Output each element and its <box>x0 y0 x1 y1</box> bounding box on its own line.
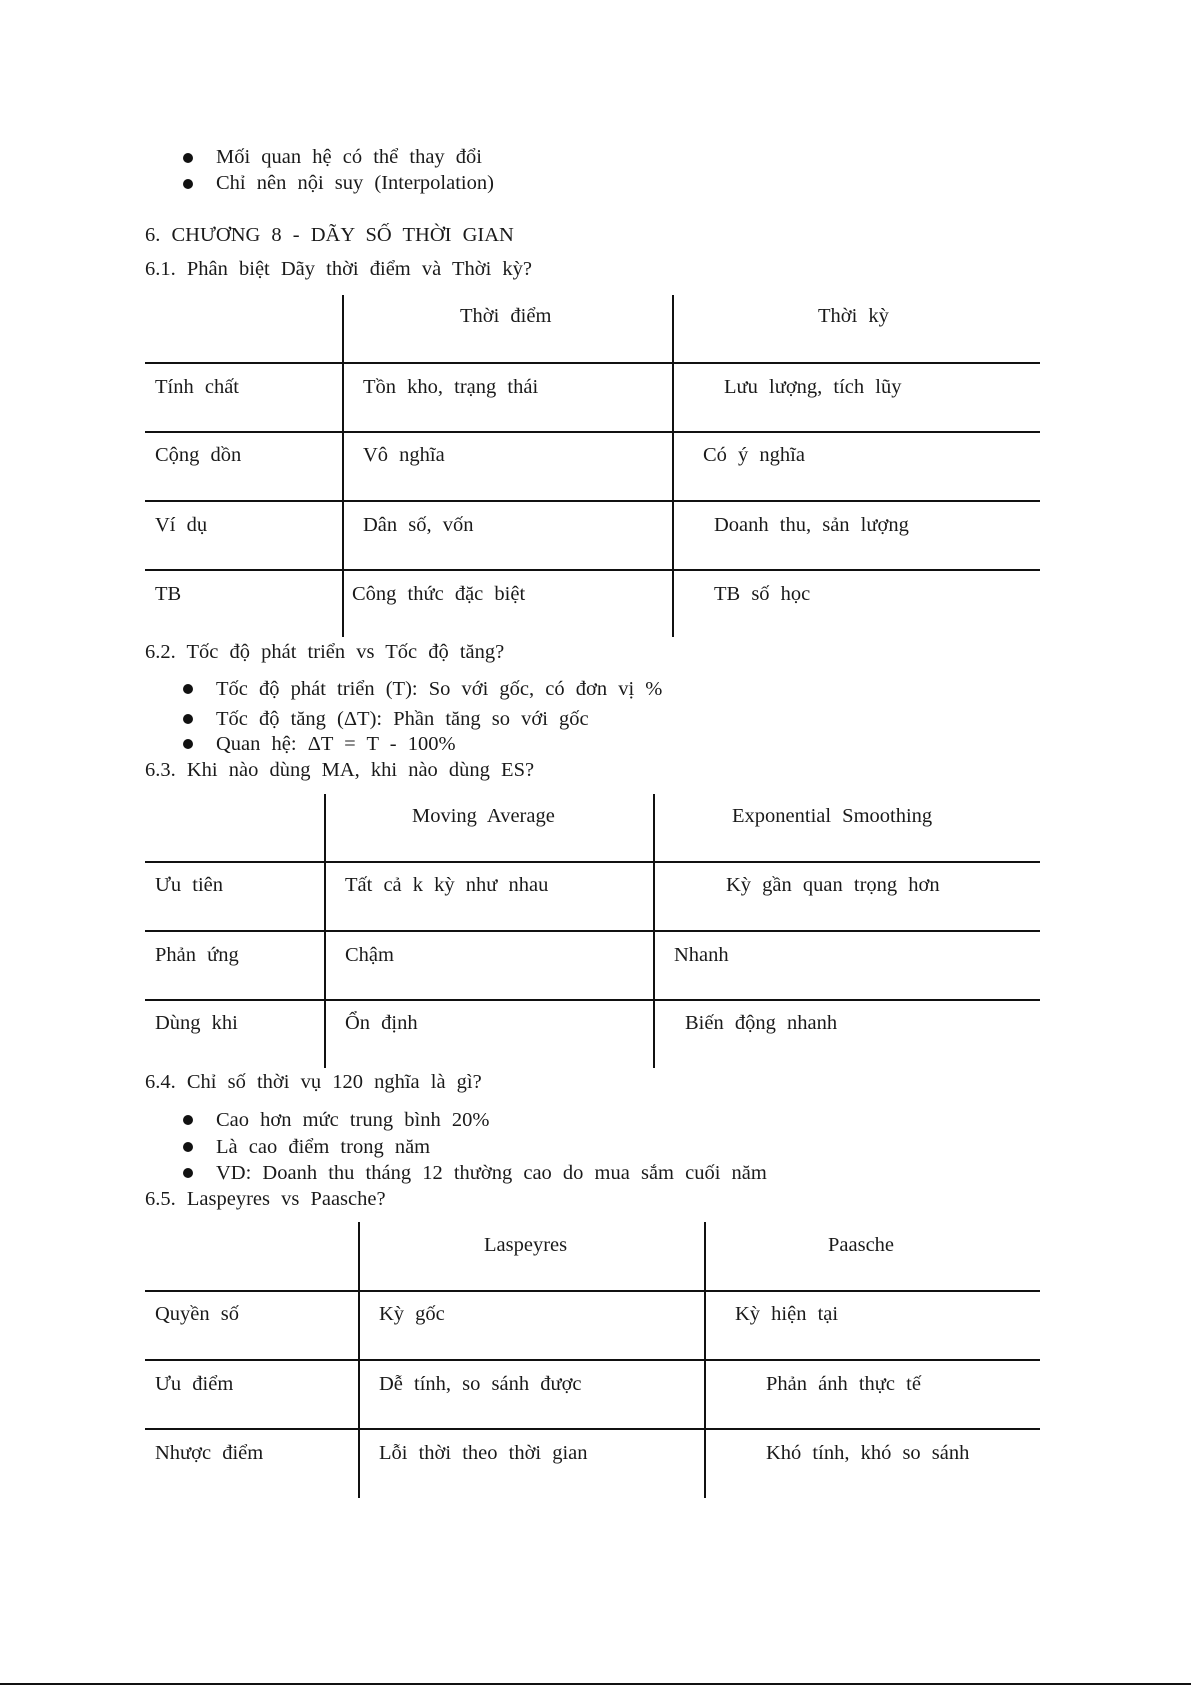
table-rule <box>145 569 1040 571</box>
table-rule <box>145 1359 1040 1361</box>
table-cell: Tồn kho, trạng thái <box>363 376 539 398</box>
table-cell: Dễ tính, so sánh được <box>379 1373 582 1395</box>
bullet-dot <box>183 714 193 724</box>
table-rule <box>145 500 1040 502</box>
row-label: Phản ứng <box>155 944 239 966</box>
table-cell: Kỳ hiện tại <box>735 1303 839 1325</box>
table-cell: Vô nghĩa <box>363 444 445 466</box>
question-6-2-title: 6.2. Tốc độ phát triển vs Tốc độ tăng? <box>145 641 505 663</box>
bullet-dot <box>183 1168 193 1178</box>
table-cell: Công thức đặc biệt <box>352 583 526 605</box>
chapter-heading: 6. CHƯƠNG 8 - DÃY SỐ THỜI GIAN <box>145 224 514 246</box>
list-item: Chỉ nên nội suy (Interpolation) <box>216 172 494 194</box>
row-label: Ưu điểm <box>155 1373 234 1395</box>
question-6-1-title: 6.1. Phân biệt Dãy thời điểm và Thời kỳ? <box>145 258 533 280</box>
table-cell: Khó tính, khó so sánh <box>766 1442 970 1464</box>
row-label: Tính chất <box>155 376 239 398</box>
table-rule <box>145 861 1040 863</box>
table-cell: Lỗi thời theo thời gian <box>379 1442 588 1464</box>
list-item: Tốc độ phát triển (T): So với gốc, có đơn vị % <box>216 678 663 700</box>
table-cell: Biến động nhanh <box>685 1012 838 1034</box>
table-rule <box>145 1428 1040 1430</box>
column-header: Thời điểm <box>460 305 552 327</box>
row-label: Ưu tiên <box>155 874 224 896</box>
table-cell: Nhanh <box>674 944 729 966</box>
column-header: Exponential Smoothing <box>732 805 933 827</box>
list-item: Là cao điểm trong năm <box>216 1136 431 1158</box>
row-label: TB <box>155 583 182 605</box>
bullet-dot <box>183 179 193 189</box>
table-cell: Dân số, vốn <box>363 514 474 536</box>
column-header: Thời kỳ <box>818 305 889 327</box>
table-cell: Lưu lượng, tích lũy <box>724 376 902 398</box>
question-6-5-title: 6.5. Laspeyres vs Paasche? <box>145 1188 386 1210</box>
row-label: Nhược điểm <box>155 1442 264 1464</box>
row-label: Quyền số <box>155 1303 240 1325</box>
bullet-dot <box>183 684 193 694</box>
table-rule <box>145 362 1040 364</box>
list-item: VD: Doanh thu tháng 12 thường cao do mua sắm cuối năm <box>216 1162 767 1184</box>
bullet-dot <box>183 1115 193 1125</box>
table-cell: Phản ánh thực tế <box>766 1373 921 1395</box>
table-rule <box>145 1290 1040 1292</box>
table-rule <box>145 999 1040 1001</box>
table-rule <box>145 431 1040 433</box>
row-label: Dùng khi <box>155 1012 238 1034</box>
table-cell: Kỳ gốc <box>379 1303 445 1325</box>
table-cell: Tất cả k kỳ như nhau <box>345 874 549 896</box>
column-header: Laspeyres <box>484 1234 568 1256</box>
column-header: Moving Average <box>412 805 555 827</box>
bullet-dot <box>183 153 193 163</box>
table-cell: Chậm <box>345 944 394 966</box>
table-cell: Có ý nghĩa <box>703 444 805 466</box>
list-item: Quan hệ: ΔT = T - 100% <box>216 733 456 755</box>
table-cell: TB số học <box>714 583 811 605</box>
bullet-dot <box>183 1142 193 1152</box>
table-rule <box>145 930 1040 932</box>
table-divider <box>672 295 674 637</box>
list-item: Mối quan hệ có thể thay đổi <box>216 146 483 168</box>
table-cell: Doanh thu, sản lượng <box>714 514 909 536</box>
question-6-4-title: 6.4. Chỉ số thời vụ 120 nghĩa là gì? <box>145 1071 482 1093</box>
table-divider <box>342 295 344 637</box>
list-item: Tốc độ tăng (ΔT): Phần tăng so với gốc <box>216 708 589 730</box>
bullet-dot <box>183 739 193 749</box>
table-cell: Ổn định <box>345 1012 418 1034</box>
row-label: Cộng dồn <box>155 444 242 466</box>
list-item: Cao hơn mức trung bình 20% <box>216 1109 490 1131</box>
row-label: Ví dụ <box>155 514 208 536</box>
question-6-3-title: 6.3. Khi nào dùng MA, khi nào dùng ES? <box>145 759 535 781</box>
column-header: Paasche <box>828 1234 895 1256</box>
table-cell: Kỳ gần quan trọng hơn <box>726 874 940 896</box>
